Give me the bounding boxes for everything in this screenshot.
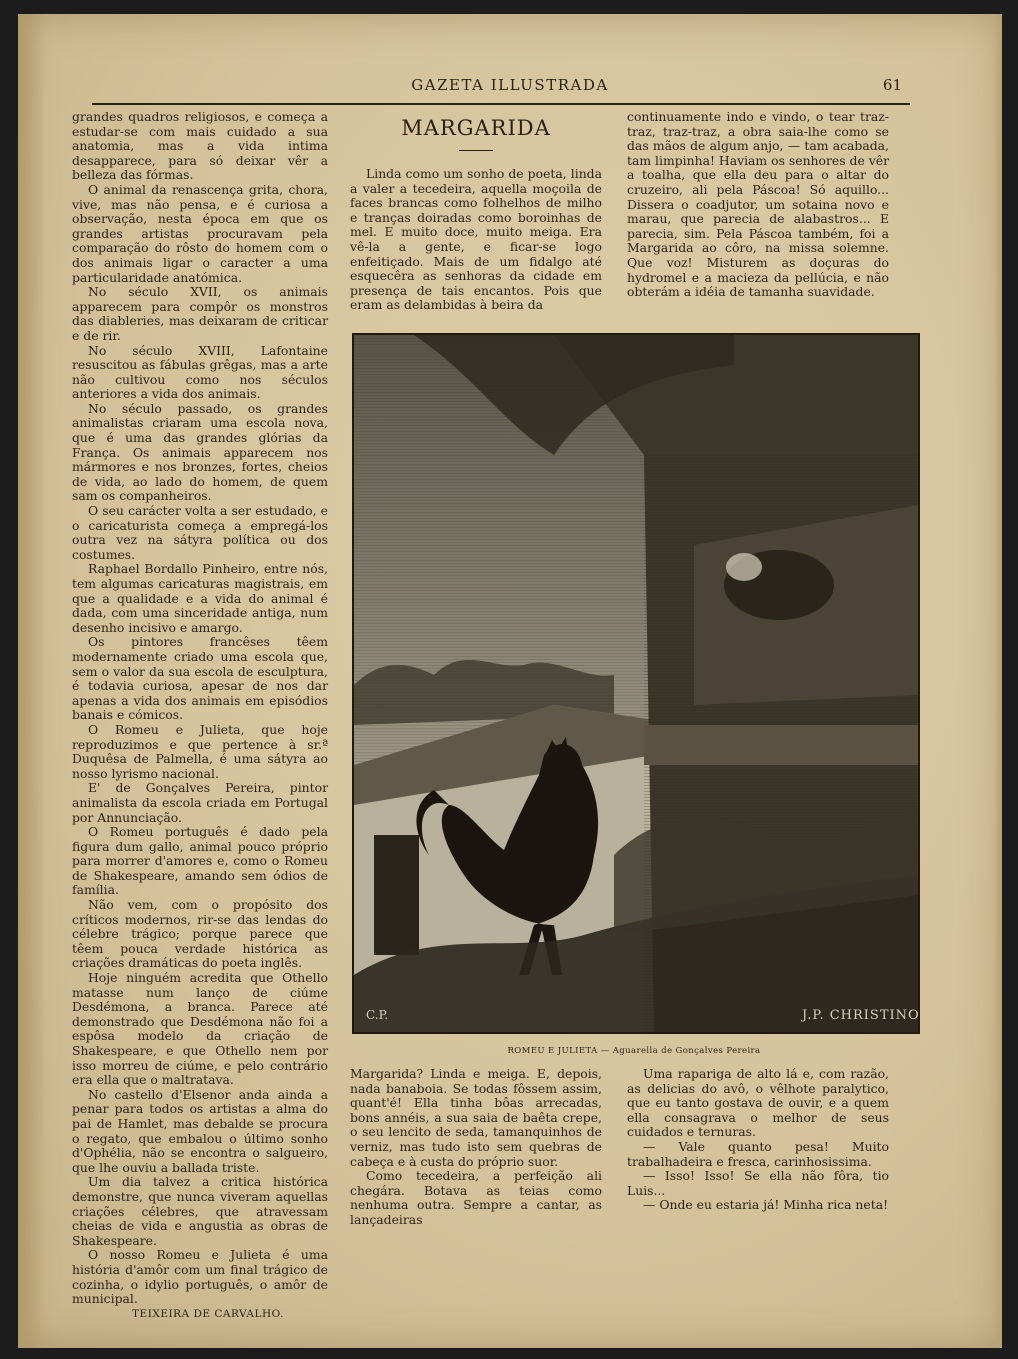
paragraph: Hoje ninguém acredita que Othello matasse num lanço de ciúme Desdémona, a branca. Parece até demonstrado que Desdémona não foi a espôsa modelo da criação de Shakespeare, e que Othello nem por isso morreu de ciúme, e pelo contrário era ella que o maltratava. [72,970,328,1088]
paragraph: Um dia talvez a critica histórica demonstre, que nunca viveram aquellas criações célebres, que atravessam cheias de vida e angustia as obras de Shakespeare. [72,1174,328,1248]
dialogue-line: — Onde eu estaria já! Minha rica neta! [643,1197,889,1213]
margarida-column-bottom [350,1067,602,1228]
engraver-signature: J.P. CHRISTINO [802,1008,918,1023]
paragraph: O seu carácter volta a ser estudado, e o caricaturista começa a empregá-los outra vez na sátyra política ou dos costumes. [72,503,328,562]
margarida-column-top [350,110,602,313]
paragraph: No século passado, os grandes animalistas criaram uma escola nova, que é uma das grandes glórias da França. Os animais apparecem nos mármores e nos bronzes, fortes, cheios de vida, ao lado do homem, de quem sam os companheiros. [72,400,328,504]
paragraph: Não vem, com o propósito dos críticos modernos, rir-se das lendas do célebre trágico; porque parece que têem pouca verdade histórica as criações dramáticas do poeta inglês. [72,897,328,971]
page-gutter-shadow [18,14,46,1348]
dialogue-line: — Isso! Isso! Se ella não fôra, tio Luis... [627,1168,889,1198]
paragraph: O Romeu português é dado pela figura dum gallo, animal pouco próprio para morrer d'amores e, como o Romeu de Shakespeare, amando sem ódios de família. [72,824,328,898]
margarida-column-right-bottom [627,1067,889,1213]
paragraph: No século XVII, os animais apparecem para compôr os monstros das diableries, mas deixaram de criticar e de rir. [72,284,328,343]
paragraph: O animal da renascença grita, chora, vive, mas não pensa, e é curiosa a observação, nesta época em que os grandes artistas procuravam pela comparação do rôsto do homem com o dos animais ligar o caracter a uma particularidade anatómica. [72,181,328,285]
margarida-column-right-top [627,110,889,300]
paragraph: Raphael Bordallo Pinheiro, entre nós, tem algumas caricaturas magistrais, em que a qualidade e a vida do animal é dada, com uma sinceridade antiga, num desenho incisivo e amargo. [72,561,328,635]
paragraph: grandes quadros religiosos, e começa a estudar-se com mais cuidado a sua anatomia, mas a vida intima desapparece, para só deixar vêr a belleza das fórmas. [72,109,328,183]
header-rule [92,103,910,105]
paragraph: O nosso Romeu e Julieta é uma história d'amôr com um final trágico de cozinha, o idylio português, o amôr de municipal. [72,1247,328,1307]
page-header [18,76,1002,106]
paragraph: Linda como um sonho de poeta, linda a valer a tecedeira, aquella moçoila de faces brancas como folhelhos de milho e tranças doiradas como boroinhas de mel. E muito doce, muito meiga. Era vê-la a gente, e ficar-se logo enfeitiçado. Mais de um fidalgo até esquecêra as senhoras da cidade em presença de tais encantos. Pois que eram as delambidas à beira da [350,166,602,313]
paragraph: O Romeu e Julieta, que hoje reproduzimos e que pertence à sr.ª Duquêsa de Palmella, é uma sátyra ao nosso lyrismo nacional. [72,721,328,781]
paragraph: Margarida? Linda e meiga. E, depois, nada banaboia. Se todas fôssem assim, quant'é! Ella tinha bôas arrecadas, bons annéis, a sua saia de baêta crepe, o seu lencito de seda, tamanquinhos de verniz, mas tudo isto sem quebras de cabeça e à custa do próprio suor. [350,1066,602,1169]
wooden-beam [644,725,918,765]
paragraph: Os pintores francêses têem modernamente criado uma escola que, sem o valor da sua escola de esculptura, é todavia curiosa, apesar de nos dar apenas a vida dos animais em episódios banais e cómicos. [72,634,328,723]
doorway [374,835,419,955]
title-divider [459,150,493,151]
paragraph: No castello d'Elsenor anda ainda a penar para todos os artistas a alma do pai de Hamlet, mas debalde se procura o regato, que embalou o último sonho d'Ophélia, não se encontra o salgueiro, que lhe ouviu a ballada triste. [72,1086,328,1175]
author-signature: TEIXEIRA DE CARVALHO. [132,1307,284,1320]
illustration-caption: ROMEU E JULIETA — Aguarella de Gonçalves Pereira [507,1046,761,1056]
paragraph: Uma rapariga de alto lá e, com razão, as delicias do avô, o vêlhote paralytico, que eu tanto gostava de ouvir, e a quem ella consagrava o melhor de seus cuidados e ternuras. [627,1066,889,1140]
engraver-mark-left: C.P. [366,1008,389,1022]
dialogue-line: — Vale quanto pesa! Muito trabalhadeira e fresca, carinhosissima. [627,1138,889,1169]
page-edge-shadow [994,14,1002,1348]
rooster-engraving [354,335,918,1032]
illustration-romeu-e-julieta [352,333,920,1034]
paragraph: E' de Gonçalves Pereira, pintor animalista da escola criada em Portugal por Annunciação. [72,780,328,825]
article-title: MARGARIDA [401,116,551,140]
page-number: 61 [882,76,902,94]
paragraph: continuamente indo e vindo, o tear traz-traz, traz-traz, a obra saia-lhe como se das mãos de algum anjo, — tam acabada, tam limpinha! Haviam os senhores de vêr a toalha, que ella deu para o altar do cruzeiro, ali pela Páscoa! Só aquillo... Dissera o coadjutor, um sotaina novo e marau, que parecia de alabastros... E parecia, sim. Pela Páscoa também, foi a Margarida ao côro, na missa solemne. Que voz! Misturem as doçuras do hydromel e a macieza da pellúcia, e não obterám a idéia de tamanha suavidade. [627,109,890,300]
publication-title: GAZETA ILLUSTRADA [411,76,609,94]
paragraph: Como tecedeira, a perfeição ali chegára. Botava as teias como nenhuma outra. Sempre a cantar, as lançadeiras [350,1168,602,1227]
left-column-article [72,110,328,1321]
paragraph: No século XVIII, Lafontaine resuscitou as fábulas grêgas, mas a arte não cultivou como nos séculos anteriores a vida dos animais. [72,342,328,402]
